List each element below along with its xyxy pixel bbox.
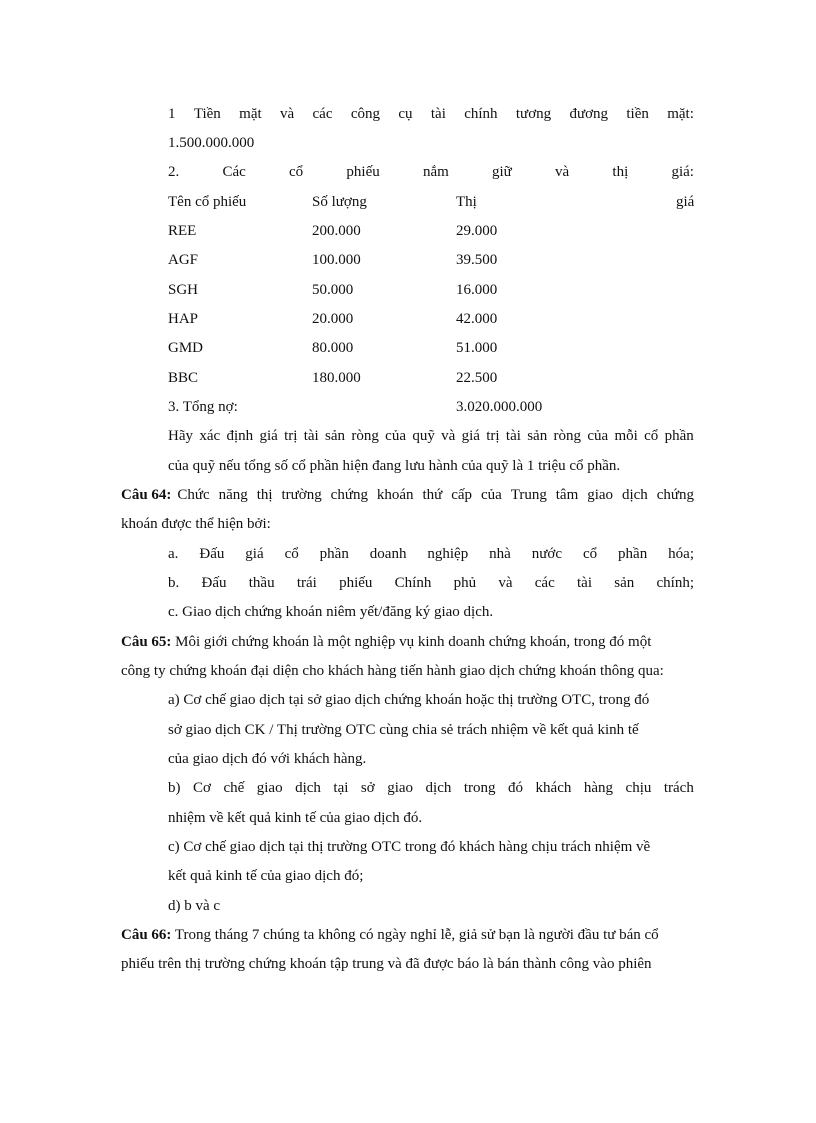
word: và: [555, 164, 570, 180]
table-cell-qty: 20.000: [312, 311, 354, 327]
word: của: [385, 428, 406, 444]
question-64-option-b: [168, 573, 694, 593]
question-65-text: Môi giới chứng khoán là một nghiệp vụ kinh doanh chứng khoán, trong đó một: [175, 634, 652, 650]
word: hóa;: [668, 546, 694, 562]
word: giá: [461, 428, 480, 444]
word: giá:: [671, 164, 694, 180]
word: tài: [505, 428, 521, 444]
word: ròng: [351, 428, 379, 444]
word: chế: [223, 780, 245, 796]
word: mỗi: [614, 428, 638, 444]
total-debt-label: 3. Tổng nợ:: [168, 399, 238, 415]
question-66-text: Trong tháng 7 chúng ta không có ngày nghỉ lễ, giả sử bạn là người đầu tư bán cổ: [174, 927, 659, 943]
word: dịch: [425, 780, 452, 796]
word: cụ: [398, 106, 413, 122]
word: và: [280, 106, 295, 122]
question-64-label: Câu 64:: [121, 487, 172, 503]
word: sản: [325, 428, 346, 444]
word: 2.: [168, 164, 180, 180]
word: b): [168, 780, 181, 796]
table-cell-qty: 50.000: [312, 282, 354, 298]
word: trường: [281, 487, 322, 503]
task-line-2: của quỹ nếu tổng số cổ phần hiện đang lưu hành của quỹ là 1 triệu cổ phần.: [168, 458, 621, 474]
table-cell-price: 42.000: [456, 311, 498, 327]
word: đương: [569, 106, 609, 122]
word: cổ: [644, 428, 659, 444]
word: phủ: [453, 575, 477, 591]
table-cell-qty: 100.000: [312, 252, 361, 268]
word: Đấu: [201, 575, 227, 591]
word: dịch: [621, 487, 648, 503]
word: trị: [486, 428, 500, 444]
word: giao: [387, 780, 414, 796]
word: tài: [303, 428, 319, 444]
table-cell-qty: 80.000: [312, 340, 354, 356]
table-cell-name: AGF: [168, 252, 199, 268]
word: tiền: [626, 106, 649, 122]
word: Cơ: [193, 780, 211, 796]
holdings-heading: [168, 162, 694, 182]
word: thị: [256, 487, 273, 503]
word: thầu: [248, 575, 275, 591]
question-66-line-1: [121, 925, 659, 945]
table-cell-price: 29.000: [456, 223, 498, 239]
table-header-name: Tên cổ phiếu: [168, 194, 247, 210]
word: mặt:: [667, 106, 694, 122]
table-header-price-suffix: giá: [676, 194, 695, 210]
question-65-option-b-2: nhiệm về kết quả kinh tế của giao dịch đó.: [168, 810, 423, 826]
word: phần: [618, 546, 648, 562]
table-cell-price: 51.000: [456, 340, 498, 356]
word: giao: [587, 487, 614, 503]
word: sản: [614, 575, 635, 591]
word: nắm: [422, 164, 449, 180]
word: xác: [199, 428, 221, 444]
word: nhà: [489, 546, 511, 562]
word: ròng: [553, 428, 582, 444]
word: và: [498, 575, 513, 591]
word: trị: [284, 428, 298, 444]
word: trách: [663, 780, 694, 796]
total-debt-value: 3.020.000.000: [456, 399, 543, 415]
question-66-line-2: phiếu trên thị trường chứng khoán tập trung và đã được báo là bán thành công vào phiên: [121, 956, 652, 972]
word: a.: [168, 546, 179, 562]
word: giá: [259, 428, 278, 444]
word: Các: [222, 164, 246, 180]
word: 1: [168, 106, 176, 122]
word: Chức: [177, 487, 210, 503]
word: trái: [296, 575, 317, 591]
word: thị: [612, 164, 629, 180]
table-cell-price: 16.000: [456, 282, 498, 298]
question-65-line-2: công ty chứng khoán đại diện cho khách hàng tiến hành giao dịch chứng khoán thông qua:: [121, 663, 664, 679]
word: chính: [464, 106, 498, 122]
question-65-option-b-1: [168, 778, 694, 798]
word: Trung: [510, 487, 547, 503]
word: Chính: [394, 575, 432, 591]
word: cấp: [451, 487, 473, 503]
word: tương: [515, 106, 552, 122]
word: các: [312, 106, 333, 122]
word: chính;: [656, 575, 694, 591]
word: tài: [577, 575, 592, 591]
word: quỹ: [412, 428, 435, 444]
word: công: [350, 106, 381, 122]
word: cổ: [284, 546, 299, 562]
word: sản: [527, 428, 548, 444]
word: Tiền: [193, 106, 221, 122]
question-66-label: Câu 66:: [121, 927, 172, 943]
word: của: [480, 487, 502, 503]
word: định: [226, 428, 254, 444]
word: mặt: [239, 106, 262, 122]
word: dịch: [295, 780, 321, 796]
word: thứ: [422, 487, 443, 503]
question-65-option-c-1: c) Cơ chế giao dịch tại thị trường OTC trong đó khách hàng chịu trách nhiệm về: [168, 839, 651, 855]
word: phiếu: [346, 164, 380, 180]
question-65-option-a-1: a) Cơ chế giao dịch tại sở giao dịch chứng khoán hoặc thị trường OTC, trong đó: [168, 692, 650, 708]
question-65-option-a-2: sở giao dịch CK / Thị trường OTC cùng chia sẻ trách nhiệm về kết quả kinh tế: [168, 722, 639, 738]
word: cổ: [582, 546, 598, 562]
table-header-price: Thị: [456, 194, 477, 210]
word: tại: [333, 780, 349, 796]
word: giá: [245, 546, 264, 562]
word: trong: [463, 780, 496, 796]
word: giữ: [492, 164, 512, 180]
word: chứng: [330, 487, 368, 503]
question-65-option-d: d) b và c: [168, 898, 221, 914]
table-cell-qty: 200.000: [312, 223, 361, 239]
word: phiếu: [339, 575, 373, 591]
word: Đấu: [199, 546, 225, 562]
question-65-option-a-3: của giao dịch đó với khách hàng.: [168, 751, 367, 767]
word: đó: [508, 780, 524, 796]
table-cell-name: HAP: [168, 311, 199, 327]
cash-line: [168, 104, 694, 124]
question-64-line-1: [121, 485, 694, 505]
question-65-line-1: [121, 632, 651, 652]
word: phần: [664, 428, 694, 444]
word: doanh: [369, 546, 407, 562]
word: b.: [168, 575, 180, 591]
question-64-option-a: [168, 544, 694, 564]
word: hàng: [583, 780, 614, 796]
table-cell-name: GMD: [168, 340, 204, 356]
word: nghiệp: [427, 546, 469, 562]
question-65-label: Câu 65:: [121, 634, 172, 650]
table-cell-name: BBC: [168, 370, 199, 386]
table-cell-name: SGH: [168, 282, 199, 298]
question-65-option-c-2: kết quả kinh tế của giao dịch đó;: [168, 868, 364, 884]
question-64-line-2: khoán được thể hiện bởi:: [121, 516, 271, 532]
word: giao: [256, 780, 283, 796]
word: cổ: [289, 164, 304, 180]
word: tài: [430, 106, 446, 122]
word: và: [441, 428, 456, 444]
word: chịu: [625, 780, 652, 796]
word: Hãy: [168, 428, 193, 444]
task-line-1: [168, 426, 694, 446]
word: tâm: [555, 487, 579, 503]
word: nước: [531, 546, 562, 562]
word: phần: [319, 546, 349, 562]
table-cell-price: 22.500: [456, 370, 498, 386]
question-64-text: [177, 485, 694, 505]
word: của: [587, 428, 609, 444]
word: chứng: [656, 487, 694, 503]
question-64-option-c: c. Giao dịch chứng khoán niêm yết/đăng ký giao dịch.: [168, 604, 494, 620]
word: sở: [360, 780, 375, 796]
word: các: [534, 575, 555, 591]
table-header-qty: Số lượng: [312, 194, 367, 210]
table-cell-price: 39.500: [456, 252, 498, 268]
table-cell-qty: 180.000: [312, 370, 361, 386]
cash-value: 1.500.000.000: [168, 135, 255, 151]
word: khoán: [376, 487, 414, 503]
table-cell-name: REE: [168, 223, 197, 239]
word: năng: [218, 487, 248, 503]
word: khách: [535, 780, 572, 796]
